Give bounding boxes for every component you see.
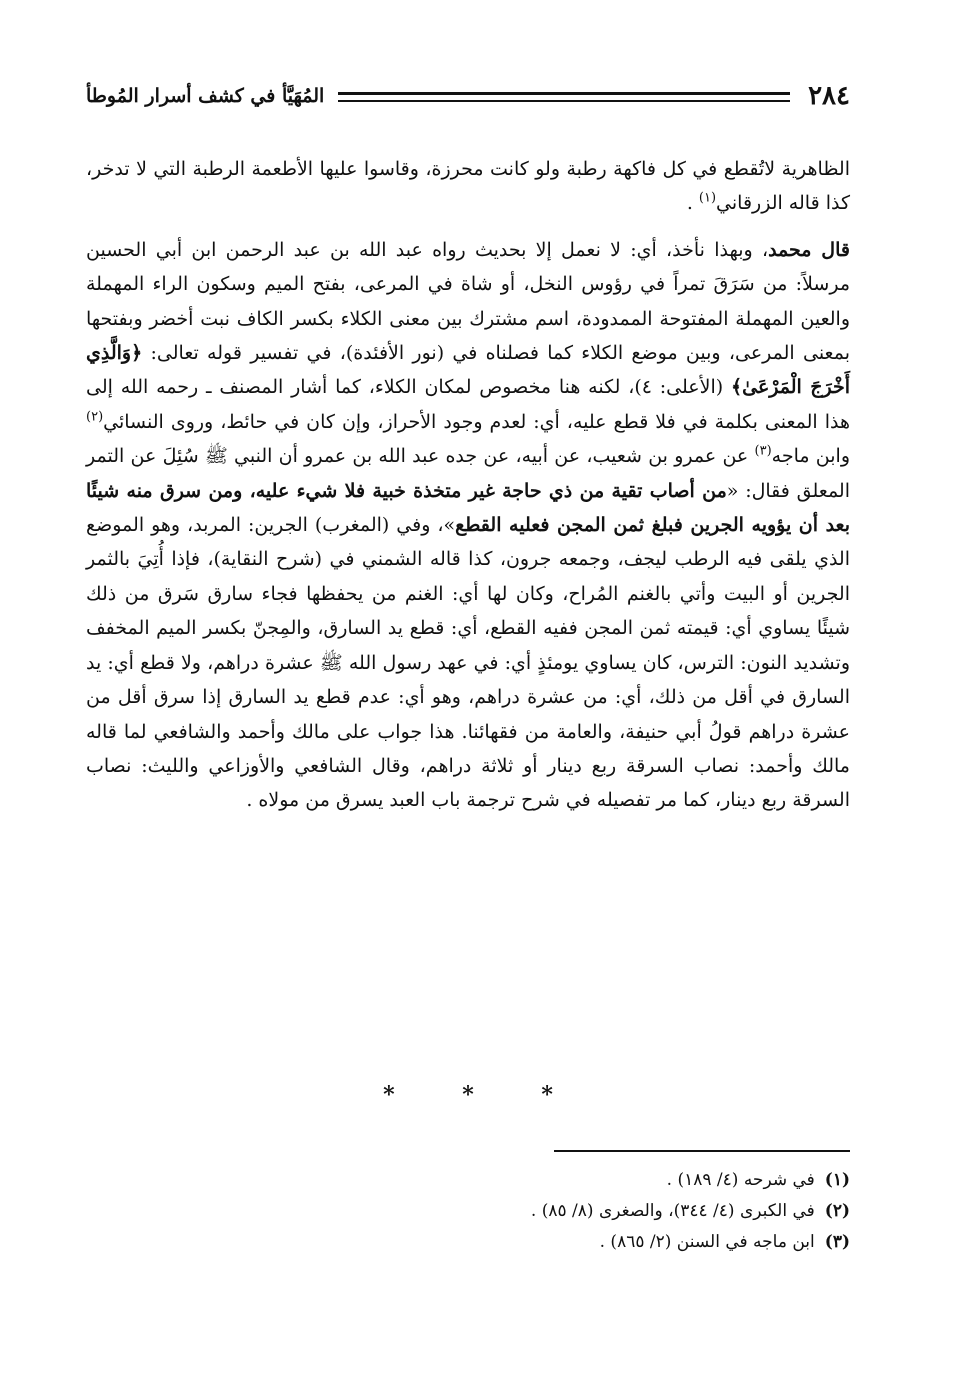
footnote-ref-2: (٢) [86,409,104,425]
quran-verse: ﴿وَالَّذِي أَخْرَجَ الْمَرْعَىٰ﴾ [86,342,850,399]
footnote-rule [554,1150,850,1152]
page-header [86,74,850,118]
hadith-quote: من أصاب تقية من ذي حاجة غير متخذة خبية فلا شيء عليه، ومن سرق منه شيئًا بعد أن يؤويه الجرين فبلغ ثمن المجن فعليه القطع [86,479,851,537]
footnote-text: في الكبرى (٤/ ٣٤٤)، والصغرى (٨/ ٨٥) . [530,1201,815,1221]
text-segment: عن عمرو بن شعيب، عن أبيه، عن جده عبد الله بن عمرو أن النبي ﷺ سُئِلَ عن التمر المعلق فقال: « [86,445,850,502]
main-text [86,152,850,818]
paragraph-1 [86,152,850,221]
footnote-ref-3: (٣) [754,443,772,459]
footnote-ref-1: (١) [698,191,717,207]
page-number: ٢٨٤ [808,81,850,111]
running-title: المُهَيَّأ في كشف أسرار المُوطأ [86,85,325,107]
footnote-2 [86,1196,850,1227]
footnote-1 [86,1165,850,1196]
text-segment: وابن ماجه [771,445,850,468]
text-segment: (الأعلى: ٤)، لكنه هنا مخصوص لمكان الكلاء، كما أشار المصنف ـ رحمه الله إلى هذا المعنى بكلمة في فلا قطع عليه، أي: لعدم وجود الأحراز، وإن كان في حائط، وروى النسائي [86,376,850,433]
text-segment: »، وفي (المغرب) الجرين: المربد، وهو الموضع الذي يلقى فيه الرطب ليجف، وجمعه جرون، كذا قاله الشمني في (شرح النقاية)، فإذا أُتِيَ بالثمر الجرين أو البيت وأتي بالغنم المُراح، وكان لها أي: الغنم من يحفظها فجاء سارق سَرق من ذلك شيئًا يساوي أي: قيمته ثمن المجن ففيه القطع، أي: قطع يد السارق، والمِجنّ بكسر الميم المخفف وتشديد النون: الترس، كان يساوي يومئذٍ أي: في عهد رسول الله ﷺ عشرة دراهم، ولا قطع أي: يد السارق في أقل من ذلك، أي: من عشرة دراهم، وهو أي: عدم قطع يد السارق إذا سرق أقل من عشرة دراهم قولُ أبي حنيفة، والعامة من فقهائنا. هذا جواب على مالك وأحمد والشافعي لما قاله مالك وأحمد: نصاب السرقة ربع دينار أو ثلاثة دراهم، وقال الشافعي والأوزاعي والليث: نصاب السرقة ربع دينار، كما مر تفصيله في شرح ترجمة باب العبد يسرق من مولاه . [86,514,850,812]
footnote-number: (١) [824,1170,850,1190]
paragraph-2 [86,233,850,818]
footnote-text: ابن ماجه في السنن (٢/ ٨٦٥) . [599,1232,815,1252]
text-segment: الظاهرية لاتُقطع في كل فاكهة رطبة ولو كانت محرزة، وقاسوا عليها الأطعمة الرطبة التي لا تدخر، كذا قاله الزرقاني [86,158,850,215]
header-rule [338,92,790,102]
text-segment: . [686,192,699,215]
section-separator: * * * [383,1082,553,1108]
text-segment: ، وبهذا نأخذ، أي: لا نعمل إلا بحديث رواه عبد الله بن عبد الرحمن ابن أبي الحسين مرسلاً: من سَرَقَ تمراً في رؤوس النخل، أو شاة في المرعى، بفتح الميم وسكون الراء المهملة والعين المهملة المفتوحة الممدودة، اسم مشترك بين معنى الكلاء بكسر الكاف نبت أخضر وبفتحها بمعنى المرعى، وبين موضع الكلاء كما فصلناه في (نور الأفئدة)، في تفسير قوله تعالى: [86,238,850,365]
lead-phrase: قال محمد [768,238,850,261]
footnote-number: (٣) [824,1232,850,1252]
footnote-text: في شرحه (٤/ ١٨٩) . [666,1170,815,1190]
footnote-3 [86,1227,850,1258]
footnotes [86,1165,850,1258]
footnote-number: (٢) [824,1201,850,1221]
